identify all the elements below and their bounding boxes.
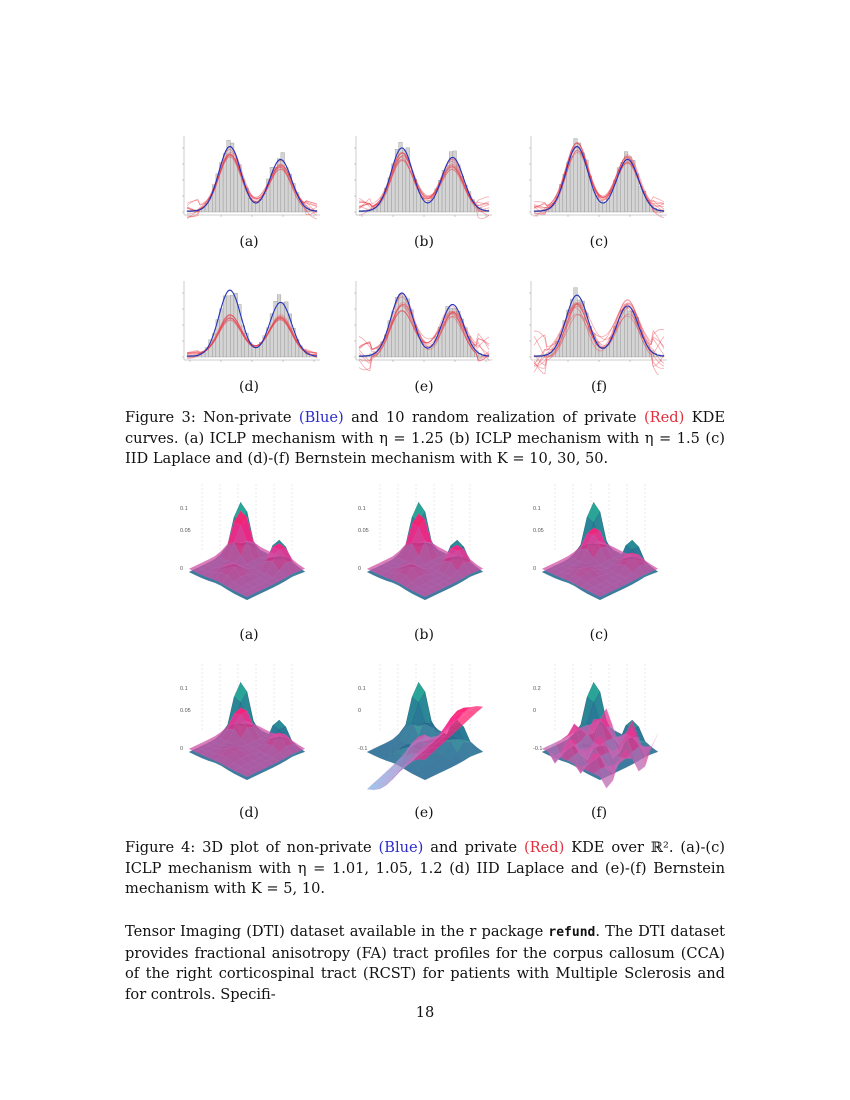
fig3-panel-c [517,130,687,230]
histogram-bar [395,297,399,357]
fig3-label-d: (d) [239,379,259,395]
histogram-bar [424,202,428,212]
z-tick-label: 0.1 [358,686,366,692]
fig4-label-a: (a) [239,627,259,643]
z-tick-label: 0.1 [180,506,188,512]
z-tick-label: 0 [358,708,362,714]
fig3-panel-a [170,130,340,230]
z-tick-label: 0 [533,708,537,714]
histogram-bar [227,296,231,357]
fig4-label-f: (f) [590,805,608,821]
z-tick-label: 0.05 [358,528,369,534]
histogram-bar [570,156,574,212]
fig3-label-b: (b) [414,234,434,250]
z-tick-label: 0.05 [180,528,191,534]
histogram-bar [639,187,643,212]
fig3-panel-b [342,130,512,230]
z-tick-label: 0 [180,566,184,572]
z-tick-label: 0.05 [533,528,544,534]
private-kde-curve [359,297,489,370]
fig4-label-b: (b) [414,627,434,643]
z-tick-label: 0.2 [533,686,541,692]
z-tick-label: 0 [180,746,184,752]
histogram-bar [281,303,285,357]
blue-legend: (Blue) [378,839,424,856]
z-tick-label: 0.1 [533,506,541,512]
fig3-label-e: (e) [414,379,434,395]
fig4-label-d: (d) [239,805,259,821]
fig4-label-c: (c) [589,627,609,643]
z-tick-label: 0 [358,566,362,572]
red-legend: (Red) [523,839,565,856]
fig4-panel-d [172,662,322,807]
figure3-caption: Figure 3: Non-private (Blue) and 10 random realization of private (Red) KDE curves. (a) ICLP mechanism with η = 1.25 (b) ICLP mechanism with η = 1.5 (c) IID Laplace and (d)-(f) Bernstein mechanism with K = 10, 30, 50. [125,409,726,467]
histogram-bar [256,347,260,357]
fig3-label-a: (a) [239,234,259,250]
z-tick-label: 0 [533,566,537,572]
z-tick-label: -0.1 [533,746,543,752]
histogram-bar [223,296,227,357]
page-number: 18 [415,1004,435,1021]
histogram-bar [230,295,234,357]
package-name: refund [548,925,596,940]
fig4-panel-e [350,662,500,807]
blue-legend: (Blue) [298,409,344,426]
red-legend: (Red) [643,409,685,426]
fig4-panel-f [525,662,675,807]
z-tick-label: 0.1 [180,686,188,692]
fig3-panel-e [342,275,512,375]
fig3-label-f: (f) [590,379,608,395]
fig4-label-e: (e) [414,805,434,821]
private-kde-curve [359,294,489,371]
fig4-panel-b [350,482,500,627]
fig4-panel-c [525,482,675,627]
fig4-panel-a [172,482,322,627]
figure4-caption: Figure 4: 3D plot of non-private (Blue) and private (Red) KDE over ℝ². (a)-(c) ICLP mechanism with η = 1.01, 1.05, 1.2 (d) IID Laplace and (e)-(f) Bernstein mechanism with K = 5, 10. [125,839,725,897]
z-tick-label: -0.1 [358,746,368,752]
fig3-panel-d [170,275,340,375]
histogram-bar [574,288,578,357]
z-tick-label: 0.05 [180,708,191,714]
body-paragraph: Tensor Imaging (DTI) dataset available in the r package refund. The DTI dataset provides fractional anisotropy (FA) tract profiles for the corpus callosum (CCA) of the right corticospinal tract (RCST) for patients with Multiple Sclerosis and for controls. Specifi- [125,923,726,1003]
histogram-bar [288,314,292,357]
fig3-panel-f [517,275,687,375]
z-tick-label: 0.1 [358,506,366,512]
histogram-bar [599,347,603,357]
histogram-bar [220,309,224,357]
fig3-label-c: (c) [589,234,609,250]
